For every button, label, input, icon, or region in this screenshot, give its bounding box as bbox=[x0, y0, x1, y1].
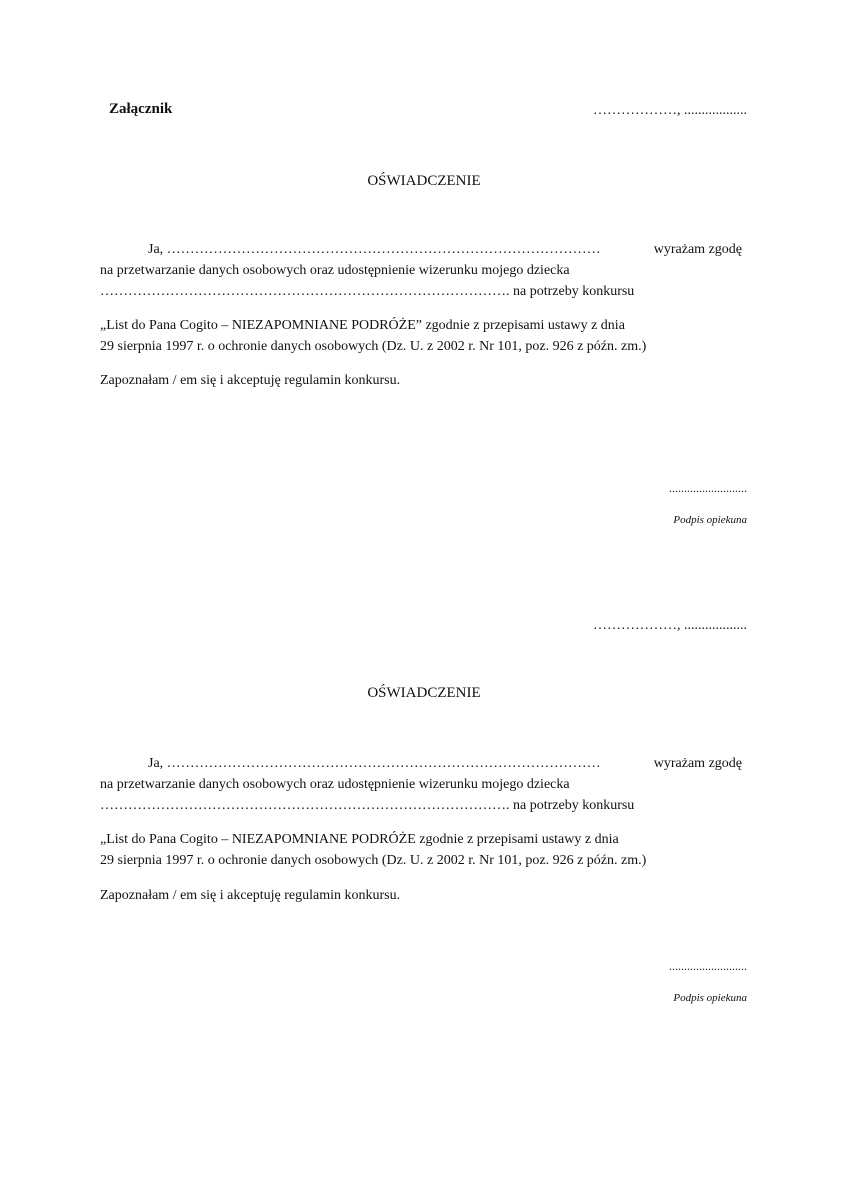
attachment-label: Załącznik bbox=[109, 101, 173, 117]
signature-line: .......................... bbox=[669, 959, 747, 973]
place-date-placeholder: ………………, .................. bbox=[593, 103, 747, 118]
consent-phrase: wyrażam zgodę bbox=[653, 242, 742, 257]
name-blank: Ja, ………………………………………………………………………………… bbox=[148, 242, 601, 257]
child-name-line: ……………………………………………………………………………. na potrzeby konkursu bbox=[100, 284, 635, 299]
name-blank: Ja, ………………………………………………………………………………… bbox=[148, 756, 601, 771]
rules-acceptance-line: Zapoznałam / em się i akceptuję regulamin konkursu. bbox=[100, 373, 401, 388]
contest-name-line: „List do Pana Cogito – NIEZAPOMNIANE PODRÓŻE” zgodnie z przepisami ustawy z dnia bbox=[100, 318, 625, 333]
statement-title: OŚWIADCZENIE bbox=[367, 173, 481, 189]
consent-line bbox=[100, 241, 742, 259]
consent-line bbox=[100, 755, 742, 773]
consent-phrase: wyrażam zgodę bbox=[653, 756, 742, 771]
legal-basis-line: 29 sierpnia 1997 r. o ochronie danych osobowych (Dz. U. z 2002 r. Nr 101, poz. 926 z późn. zm.) bbox=[100, 853, 647, 868]
data-processing-line: na przetwarzanie danych osobowych oraz udostępnienie wizerunku mojego dziecka bbox=[100, 777, 570, 792]
signature-label: Podpis opiekuna bbox=[673, 992, 747, 1004]
rules-acceptance-line: Zapoznałam / em się i akceptuję regulamin konkursu. bbox=[100, 888, 401, 903]
signature-line: .......................... bbox=[669, 481, 747, 495]
legal-basis-line: 29 sierpnia 1997 r. o ochronie danych osobowych (Dz. U. z 2002 r. Nr 101, poz. 926 z późn. zm.) bbox=[100, 339, 647, 354]
child-name-line: ……………………………………………………………………………. na potrzeby konkursu bbox=[100, 798, 635, 813]
place-date-placeholder: ………………, .................. bbox=[593, 618, 747, 633]
signature-label: Podpis opiekuna bbox=[673, 514, 747, 526]
statement-title: OŚWIADCZENIE bbox=[367, 685, 481, 701]
contest-name-line: „List do Pana Cogito – NIEZAPOMNIANE PODRÓŻE zgodnie z przepisami ustawy z dnia bbox=[100, 832, 619, 847]
data-processing-line: na przetwarzanie danych osobowych oraz udostępnienie wizerunku mojego dziecka bbox=[100, 263, 570, 278]
